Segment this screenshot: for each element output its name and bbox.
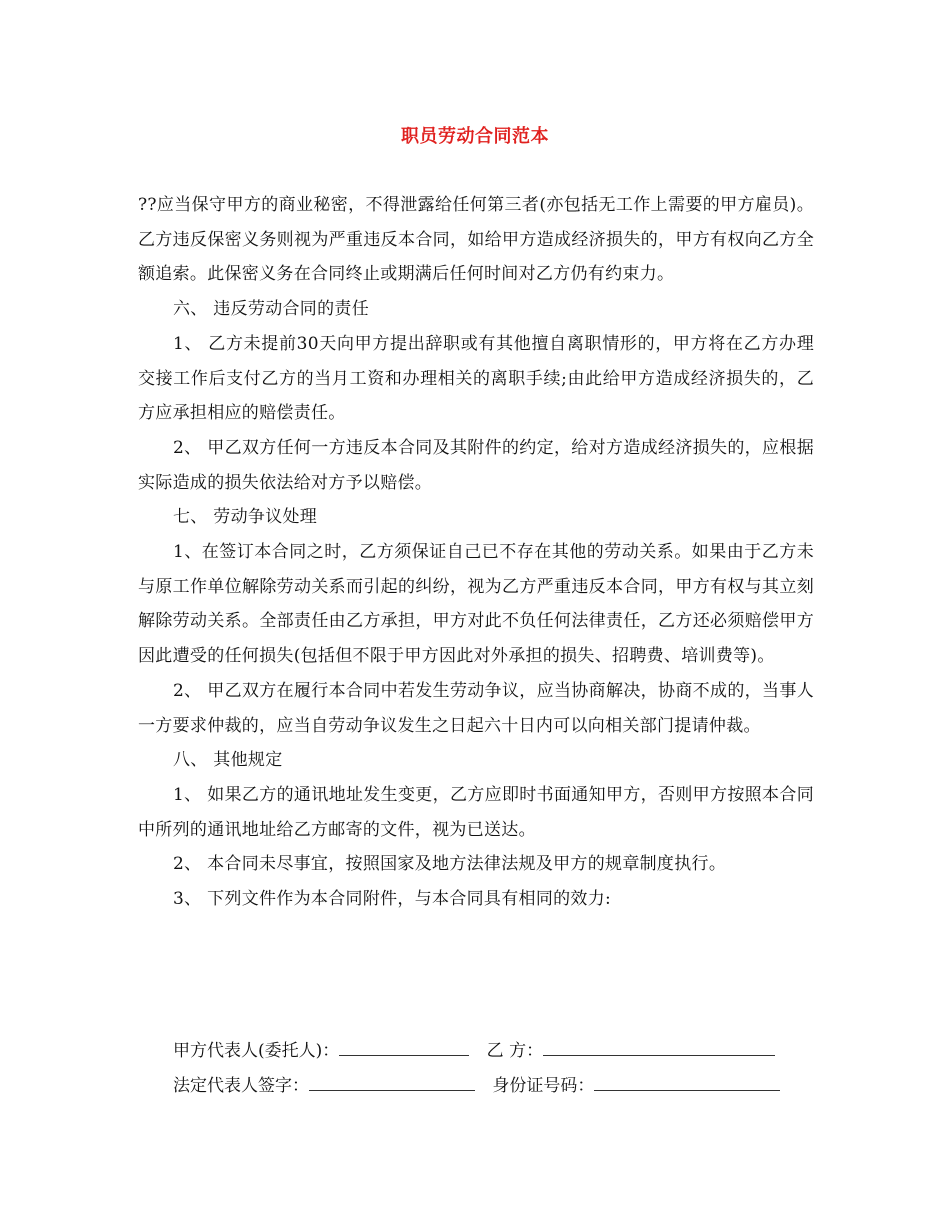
signature-row-2 <box>173 1071 780 1096</box>
clause-7-2: 2、 甲乙双方在履行本合同中若发生劳动争议，应当协商解决，协商不成的，当事人一方要求仲裁的，应当自劳动争议发生之日起六十日内可以向相关部门提请仲裁。 <box>138 680 814 736</box>
section-heading-8: 八、 其他规定 <box>173 750 283 771</box>
clause-8-3: 3、 下列文件作为本合同附件，与本合同具有相同的效力: <box>173 889 612 910</box>
clause-6-2: 2、 甲乙双方任何一方违反本合同及其附件的约定，给对方造成经济损失的，应根据实际造成的损失依法给对方予以赔偿。 <box>138 437 814 493</box>
employee-blank <box>543 1040 775 1056</box>
document-title: 职员劳动合同范本 <box>401 126 549 147</box>
clause-8-2: 2、 本合同未尽事宜，按照国家及地方法律法规及甲方的规章制度执行。 <box>173 854 727 875</box>
id-number-blank <box>594 1075 780 1091</box>
document-body <box>138 188 814 917</box>
paragraph-confidentiality: ??应当保守甲方的商业秘密，不得泄露给任何第三者(亦包括无工作上需要的甲方雇员)。乙方违反保密义务则视为严重违反本合同，如给甲方造成经济损失的，甲方有权向乙方全额追索。此保密义务在合同终止或期满后任何时间对乙方仍有约束力。 <box>138 195 814 285</box>
employee-label: 乙 方： <box>486 1041 544 1061</box>
clause-6-1: 1、 乙方未提前30天向甲方提出辞职或有其他擅自离职情形的，甲方将在乙方办理交接工作后支付乙方的当月工资和办理相关的离职手续;由此给甲方造成经济损失的，乙方应承担相应的赔偿责任。 <box>138 333 814 424</box>
section-heading-6: 六、 违反劳动合同的责任 <box>173 299 370 320</box>
employer-representative-blank <box>339 1040 469 1056</box>
clause-7-1: 1、在签订本合同之时，乙方须保证自己已不存在其他的劳动关系。如果由于乙方未与原工作单位解除劳动关系而引起的纠纷，视为乙方严重违反本合同，甲方有权与其立刻解除劳动关系。全部责任由乙方承担，甲方对此不负任何法律责任，乙方还必须赔偿甲方因此遭受的任何损失(包括但不限于甲方因此对外承担的损失、招聘费、培训费等)。 <box>138 542 814 667</box>
legal-representative-blank <box>309 1075 475 1091</box>
legal-representative-label: 法定代表人签字： <box>173 1076 309 1096</box>
signature-row-1 <box>173 1036 775 1061</box>
clause-8-1: 1、 如果乙方的通讯地址发生变更，乙方应即时书面通知甲方，否则甲方按照本合同中所列的通讯地址给乙方邮寄的文件，视为已送达。 <box>138 784 814 840</box>
section-heading-7: 七、 劳动争议处理 <box>173 507 318 528</box>
id-number-label: 身份证号码： <box>492 1076 595 1096</box>
employer-representative-label: 甲方代表人(委托人)： <box>173 1041 340 1061</box>
